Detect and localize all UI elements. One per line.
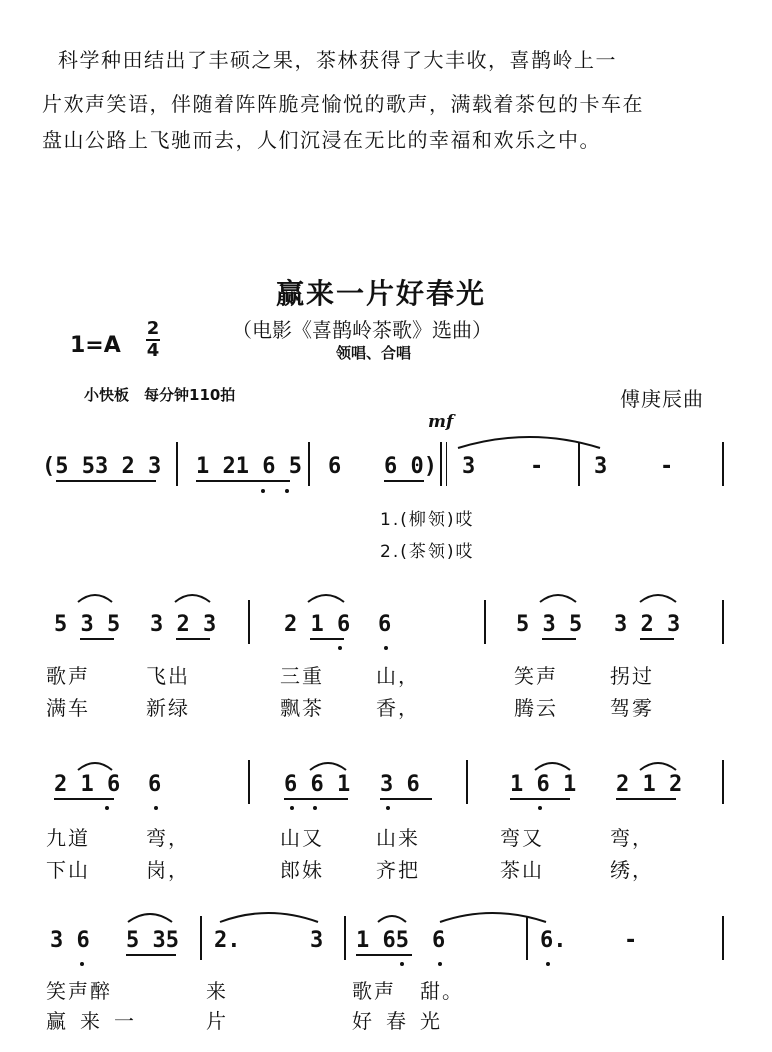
note-group: 2. — [214, 928, 241, 953]
underline — [126, 954, 176, 956]
barline — [722, 442, 724, 486]
underline — [640, 638, 674, 640]
note-group: 6 6 1 — [284, 772, 351, 797]
barline — [526, 916, 528, 960]
barline — [722, 916, 724, 960]
time-signature-top: 2 — [146, 318, 160, 339]
lyric-verse-1: 弯又 — [500, 826, 544, 850]
lyric-verse-2: 飘茶 — [280, 696, 324, 720]
lyric-verse-1: 山， — [376, 664, 420, 688]
slur-sys3-3 — [535, 763, 570, 770]
slur-sys2-5 — [640, 595, 676, 602]
lyric-verse-1: 来 — [206, 979, 228, 1003]
composer-credit: 傅庚辰曲 — [620, 387, 704, 411]
lyric-verse-1: 笑声 — [514, 664, 558, 688]
note-group: 2 1 6 — [54, 772, 121, 797]
low-octave-dot — [438, 962, 442, 966]
intro-line-1: 科学种田结出了丰硕之果，茶林获得了大丰收，喜鹊岭上一 — [58, 48, 617, 72]
note-group: 6 — [148, 772, 162, 797]
underline — [54, 798, 114, 800]
note-group: 6 — [378, 612, 392, 637]
note-group: 1 65 — [356, 928, 409, 953]
note-group: 3 6 — [50, 928, 90, 953]
note-group: - — [624, 928, 638, 953]
barline — [248, 600, 250, 644]
note-group: 6 0) — [384, 454, 437, 479]
note-group: 5 35 — [126, 928, 179, 953]
underline — [616, 798, 676, 800]
lyric-verse-1: 飞出 — [146, 664, 190, 688]
lyric-verse-1: 弯， — [610, 826, 654, 850]
barline — [722, 760, 724, 804]
lyric-verse-1: 弯， — [146, 826, 190, 850]
performance-note: 领唱、合唱 — [336, 344, 412, 362]
note-group: (5 53 2 3 — [42, 454, 162, 479]
lyric-verse-1: 甜。 — [420, 979, 464, 1003]
lyric-verse-1: 1.(柳领)哎 — [380, 510, 475, 530]
lyric-verse-1: 九道 — [46, 826, 90, 850]
underline — [56, 480, 156, 482]
note-group: 6. — [540, 928, 567, 953]
lyric-verse-2: 茶山 — [500, 858, 544, 882]
barline — [344, 916, 346, 960]
song-subtitle: （电影《喜鹊岭茶歌》选曲） — [232, 318, 492, 342]
note-group: - — [660, 454, 674, 479]
note-group: 1 6 1 — [510, 772, 577, 797]
slur-sys4-3 — [378, 916, 406, 922]
intro-line-3: 盘山公路上飞驰而去，人们沉浸在无比的幸福和欢乐之中。 — [42, 128, 601, 152]
note-group: 3 2 3 — [150, 612, 217, 637]
lyric-verse-2: 绣， — [610, 858, 654, 882]
tempo-marking: 小快板 每分钟110拍 — [84, 386, 236, 404]
slur-sys3-1 — [78, 763, 112, 770]
underline — [196, 480, 290, 482]
low-octave-dot — [384, 646, 388, 650]
note-group: 3 6 — [380, 772, 420, 797]
underline — [310, 638, 344, 640]
repeat-barline — [446, 442, 447, 486]
note-group: 5 3 5 — [54, 612, 121, 637]
note-group: 3 2 3 — [614, 612, 681, 637]
lyric-verse-1: 山又 — [280, 826, 324, 850]
slur-sys2-1 — [78, 595, 112, 602]
low-octave-dot — [546, 962, 550, 966]
lyric-verse-1: 笑声醉 — [46, 979, 112, 1003]
note-group: - — [530, 454, 544, 479]
lyric-verse-2: 齐把 — [376, 858, 420, 882]
barline — [722, 600, 724, 644]
lyric-verse-1: 歌声 — [352, 979, 396, 1003]
low-octave-dot — [400, 962, 404, 966]
note-group: 2 1 6 — [284, 612, 351, 637]
lyric-verse-1: 山来 — [376, 826, 420, 850]
low-octave-dot — [290, 806, 294, 810]
underline — [510, 798, 570, 800]
barline — [578, 442, 580, 486]
low-octave-dot — [261, 489, 265, 493]
lyric-verse-2: 片 — [206, 1009, 228, 1033]
lyric-verse-1: 拐过 — [610, 664, 654, 688]
low-octave-dot — [386, 806, 390, 810]
note-group: 6 — [328, 454, 342, 479]
lyric-verse-2: 满车 — [46, 696, 90, 720]
underline — [384, 480, 424, 482]
note-group: 3 — [462, 454, 476, 479]
intro-line-2: 片欢声笑语，伴随着阵阵脆亮愉悦的歌声，满载着茶包的卡车在 — [42, 92, 644, 116]
note-group: 1 21 6 5 — [196, 454, 302, 479]
lyric-verse-2: 2.(茶领)哎 — [380, 542, 475, 562]
underline — [80, 638, 114, 640]
low-octave-dot — [80, 962, 84, 966]
barline — [200, 916, 202, 960]
note-group: 3 — [594, 454, 608, 479]
note-group: 5 3 5 — [516, 612, 583, 637]
lyric-verse-1: 歌声 — [46, 664, 90, 688]
slur-sys4-2 — [220, 913, 318, 922]
lyric-verse-2: 香， — [376, 696, 420, 720]
lyric-verse-1: 三重 — [280, 664, 324, 688]
lyric-verse-2: 腾云 — [514, 696, 558, 720]
lyric-verse-2: 岗， — [146, 858, 190, 882]
slur-sys2-2 — [175, 595, 210, 602]
low-octave-dot — [154, 806, 158, 810]
slur-sys3-2 — [310, 763, 346, 770]
low-octave-dot — [313, 806, 317, 810]
lyric-verse-2: 下山 — [46, 858, 90, 882]
note-group: 2 1 2 — [616, 772, 683, 797]
underline — [284, 798, 348, 800]
key-signature: 1=A — [70, 333, 121, 358]
lyric-verse-2: 赢来一 — [46, 1009, 148, 1033]
low-octave-dot — [338, 646, 342, 650]
dynamic-marking: mf — [428, 412, 454, 432]
barline — [466, 760, 468, 804]
lyric-verse-2: 好春光 — [352, 1009, 454, 1033]
barline — [308, 442, 310, 486]
slur-sys3-4 — [640, 763, 676, 770]
underline — [380, 798, 432, 800]
tie-sys4 — [440, 913, 546, 922]
note-group: 6 — [432, 928, 446, 953]
lyric-verse-2: 新绿 — [146, 696, 190, 720]
note-group: 3 — [310, 928, 324, 953]
low-octave-dot — [105, 806, 109, 810]
barline — [484, 600, 486, 644]
barline — [248, 760, 250, 804]
low-octave-dot — [285, 489, 289, 493]
slur-sys2-4 — [540, 595, 576, 602]
slur-sys2-3 — [308, 595, 344, 602]
lyric-verse-2: 驾雾 — [610, 696, 654, 720]
underline — [356, 954, 412, 956]
barline — [176, 442, 178, 486]
repeat-barline — [440, 442, 442, 486]
song-title: 赢来一片好春光 — [276, 277, 487, 310]
time-signature-bottom: 4 — [146, 340, 160, 361]
underline — [176, 638, 210, 640]
slur-sys4-1 — [128, 914, 172, 922]
low-octave-dot — [538, 806, 542, 810]
underline — [542, 638, 576, 640]
lyric-verse-2: 郎妹 — [280, 858, 324, 882]
